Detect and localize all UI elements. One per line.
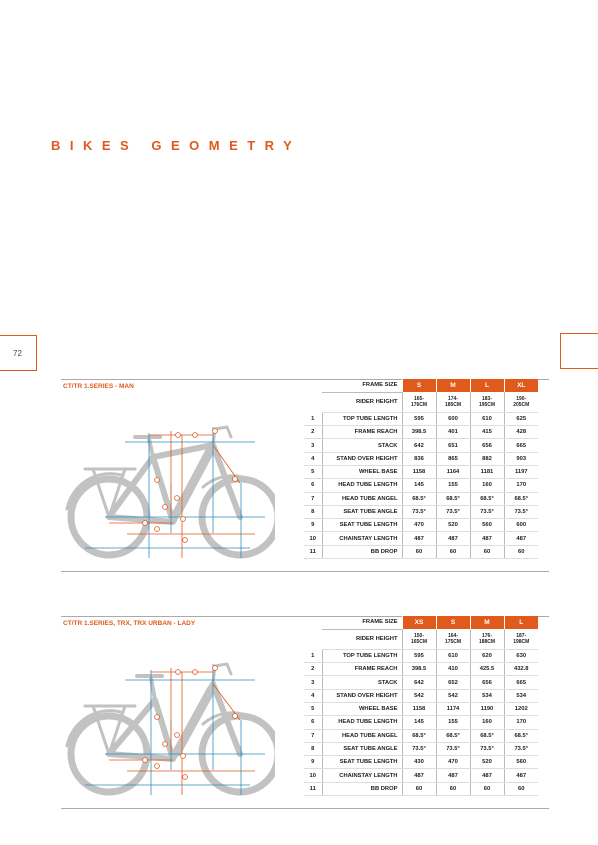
measurement-label: SEAT TUBE ANGLE bbox=[322, 742, 402, 755]
measure-blue-lines bbox=[85, 664, 265, 795]
measurement-value: 401 bbox=[436, 426, 470, 439]
row-number: 1 bbox=[304, 649, 322, 662]
measurement-value: 487 bbox=[436, 769, 470, 782]
measurement-value: 1164 bbox=[436, 465, 470, 478]
measurement-value: 425.5 bbox=[470, 663, 504, 676]
measurement-value: 68.5° bbox=[504, 729, 538, 742]
measurement-value: 487 bbox=[470, 532, 504, 545]
measurement-label: SEAT TUBE LENGTH bbox=[322, 756, 402, 769]
measurement-value: 1190 bbox=[470, 702, 504, 715]
measurement-value: 630 bbox=[504, 649, 538, 662]
measurement-value: 1197 bbox=[504, 465, 538, 478]
measurement-value: 398.5 bbox=[402, 426, 436, 439]
measurement-label: STACK bbox=[322, 439, 402, 452]
table-row bbox=[304, 412, 538, 425]
rider-height-value: 187- 198CM bbox=[504, 629, 538, 649]
table-row bbox=[304, 426, 538, 439]
measurement-lines bbox=[85, 664, 265, 795]
measurement-label: HEAD TUBE ANGEL bbox=[322, 492, 402, 505]
table-row bbox=[304, 769, 538, 782]
measurement-value: 60 bbox=[470, 545, 504, 558]
row-number: 11 bbox=[304, 782, 322, 795]
measurement-value: 487 bbox=[504, 532, 538, 545]
geometry-table bbox=[304, 616, 538, 796]
measurement-value: 68.5° bbox=[504, 492, 538, 505]
size-header: L bbox=[470, 379, 504, 392]
measurement-value: 600 bbox=[504, 519, 538, 532]
measurement-value: 595 bbox=[402, 412, 436, 425]
table-row bbox=[304, 479, 538, 492]
series-title: CT/TR 1.SERIES - MAN bbox=[63, 383, 134, 390]
measurement-value: 60 bbox=[436, 545, 470, 558]
rider-height-label: RIDER HEIGHT bbox=[322, 629, 402, 649]
table-row bbox=[304, 492, 538, 505]
measurement-value: 73.5° bbox=[470, 742, 504, 755]
table-row bbox=[304, 649, 538, 662]
measurement-value: 73.5° bbox=[504, 505, 538, 518]
measurement-value: 903 bbox=[504, 452, 538, 465]
rider-height-value: 183- 195CM bbox=[470, 392, 504, 412]
measurement-value: 534 bbox=[504, 689, 538, 702]
size-header: XS bbox=[402, 616, 436, 629]
rider-height-value: 176- 188CM bbox=[470, 629, 504, 649]
measurement-value: 73.5° bbox=[504, 742, 538, 755]
frame-size-label: FRAME SIZE bbox=[322, 379, 402, 392]
measurement-value: 160 bbox=[470, 716, 504, 729]
table-row bbox=[304, 689, 538, 702]
row-number: 10 bbox=[304, 532, 322, 545]
seatpost-saddle bbox=[137, 676, 162, 700]
table-row bbox=[304, 742, 538, 755]
measurement-value: 610 bbox=[470, 412, 504, 425]
row-number: 9 bbox=[304, 756, 322, 769]
table-row bbox=[304, 452, 538, 465]
measurement-value: 1181 bbox=[470, 465, 504, 478]
measurement-label: WHEEL BASE bbox=[322, 465, 402, 478]
measurement-value: 487 bbox=[402, 532, 436, 545]
measurement-value: 415 bbox=[470, 426, 504, 439]
measurement-value: 882 bbox=[470, 452, 504, 465]
measurement-value: 155 bbox=[436, 716, 470, 729]
row-number: 8 bbox=[304, 742, 322, 755]
table-row bbox=[304, 439, 538, 452]
frame-size-row bbox=[304, 616, 538, 629]
row-number: 3 bbox=[304, 439, 322, 452]
row-number: 1 bbox=[304, 412, 322, 425]
rider-height-row bbox=[304, 629, 538, 649]
size-header: XL bbox=[504, 379, 538, 392]
table-row bbox=[304, 465, 538, 478]
rider-height-value: 174- 185CM bbox=[436, 392, 470, 412]
measurement-value: 1158 bbox=[402, 465, 436, 478]
measurement-value: 1174 bbox=[436, 702, 470, 715]
rider-height-value: 164- 175CM bbox=[436, 629, 470, 649]
size-header: S bbox=[436, 616, 470, 629]
measurement-value: 428 bbox=[504, 426, 538, 439]
measurement-value: 652 bbox=[436, 676, 470, 689]
table-row bbox=[304, 545, 538, 558]
measurement-value: 73.5° bbox=[402, 742, 436, 755]
measurement-value: 1202 bbox=[504, 702, 538, 715]
measurement-value: 68.5° bbox=[470, 729, 504, 742]
measurement-value: 642 bbox=[402, 676, 436, 689]
measurement-label: SEAT TUBE LENGTH bbox=[322, 519, 402, 532]
measurement-value: 665 bbox=[504, 439, 538, 452]
rider-height-row bbox=[304, 392, 538, 412]
measurement-value: 432.8 bbox=[504, 663, 538, 676]
measurement-value: 542 bbox=[436, 689, 470, 702]
series-title: CT/TR 1.SERIES, TRX, TRX URBAN - LADY bbox=[63, 620, 196, 627]
measurement-value: 60 bbox=[504, 782, 538, 795]
measurement-value: 836 bbox=[402, 452, 436, 465]
measurement-value: 620 bbox=[470, 649, 504, 662]
measurement-value: 487 bbox=[504, 769, 538, 782]
measurement-label: HEAD TUBE LENGTH bbox=[322, 716, 402, 729]
table-row bbox=[304, 716, 538, 729]
geometry-section-man bbox=[61, 379, 549, 574]
rider-height-value: 165- 176CM bbox=[402, 392, 436, 412]
measurement-value: 1158 bbox=[402, 702, 436, 715]
measurement-label: TOP TUBE LENGTH bbox=[322, 412, 402, 425]
size-header: M bbox=[470, 616, 504, 629]
table-row bbox=[304, 782, 538, 795]
table-row bbox=[304, 532, 538, 545]
row-number: 10 bbox=[304, 769, 322, 782]
row-number: 9 bbox=[304, 519, 322, 532]
measurement-label: CHAINSTAY LENGTH bbox=[322, 769, 402, 782]
measurement-value: 542 bbox=[402, 689, 436, 702]
measurement-label: FRAME REACH bbox=[322, 663, 402, 676]
table-row bbox=[304, 729, 538, 742]
row-number: 2 bbox=[304, 426, 322, 439]
measurement-value: 487 bbox=[436, 532, 470, 545]
measurement-label: TOP TUBE LENGTH bbox=[322, 649, 402, 662]
page-title: BIKES GEOMETRY bbox=[51, 138, 302, 153]
table-row bbox=[304, 676, 538, 689]
bike-geometry-illustration bbox=[65, 423, 275, 563]
measurement-value: 68.5° bbox=[436, 492, 470, 505]
size-header: L bbox=[504, 616, 538, 629]
measurement-value: 656 bbox=[470, 439, 504, 452]
measurement-value: 520 bbox=[470, 756, 504, 769]
measurement-value: 520 bbox=[436, 519, 470, 532]
measure-blue-lines bbox=[85, 427, 265, 558]
row-number: 7 bbox=[304, 729, 322, 742]
measurement-label: SEAT TUBE ANGLE bbox=[322, 505, 402, 518]
measurement-label: FRAME REACH bbox=[322, 426, 402, 439]
measurement-label: HEAD TUBE ANGEL bbox=[322, 729, 402, 742]
measurement-value: 73.5° bbox=[402, 505, 436, 518]
measurement-value: 625 bbox=[504, 412, 538, 425]
table-row bbox=[304, 663, 538, 676]
measurement-value: 145 bbox=[402, 716, 436, 729]
side-tab-box bbox=[560, 333, 598, 369]
measurement-value: 68.5° bbox=[470, 492, 504, 505]
measurement-label: STACK bbox=[322, 676, 402, 689]
measurement-value: 560 bbox=[470, 519, 504, 532]
table-row bbox=[304, 756, 538, 769]
measurement-value: 60 bbox=[402, 545, 436, 558]
measurement-value: 398.5 bbox=[402, 663, 436, 676]
measurement-value: 487 bbox=[470, 769, 504, 782]
row-number: 6 bbox=[304, 479, 322, 492]
row-number: 5 bbox=[304, 702, 322, 715]
frame-size-label: FRAME SIZE bbox=[322, 616, 402, 629]
measurement-value: 560 bbox=[504, 756, 538, 769]
measurement-label: BB DROP bbox=[322, 782, 402, 795]
measurement-value: 642 bbox=[402, 439, 436, 452]
row-number: 8 bbox=[304, 505, 322, 518]
row-number: 4 bbox=[304, 689, 322, 702]
measurement-label: BB DROP bbox=[322, 545, 402, 558]
geometry-section-lady bbox=[61, 616, 549, 811]
page-number: 72 bbox=[13, 349, 22, 358]
footer-rule bbox=[61, 808, 549, 809]
row-number: 2 bbox=[304, 663, 322, 676]
frame-size-row bbox=[304, 379, 538, 392]
measurement-value: 470 bbox=[402, 519, 436, 532]
bike-geometry-illustration bbox=[65, 660, 275, 800]
measurement-value: 73.5° bbox=[470, 505, 504, 518]
footer-rule bbox=[61, 571, 549, 572]
measurement-value: 170 bbox=[504, 479, 538, 492]
size-header: S bbox=[402, 379, 436, 392]
row-number: 5 bbox=[304, 465, 322, 478]
row-number: 3 bbox=[304, 676, 322, 689]
row-number: 6 bbox=[304, 716, 322, 729]
measurement-value: 160 bbox=[470, 479, 504, 492]
geometry-table bbox=[304, 379, 538, 559]
measurement-label: HEAD TUBE LENGTH bbox=[322, 479, 402, 492]
row-number: 4 bbox=[304, 452, 322, 465]
measurement-value: 656 bbox=[470, 676, 504, 689]
measurement-value: 68.5° bbox=[402, 492, 436, 505]
measurement-value: 68.5° bbox=[436, 729, 470, 742]
table-row bbox=[304, 505, 538, 518]
measurement-rows bbox=[304, 412, 538, 558]
measurement-label: STAND OVER HEIGHT bbox=[322, 689, 402, 702]
measurement-value: 170 bbox=[504, 716, 538, 729]
measurement-rows bbox=[304, 649, 538, 795]
measurement-value: 145 bbox=[402, 479, 436, 492]
measurement-value: 155 bbox=[436, 479, 470, 492]
measurement-value: 610 bbox=[436, 649, 470, 662]
measurement-value: 430 bbox=[402, 756, 436, 769]
measurement-value: 60 bbox=[470, 782, 504, 795]
rider-height-label: RIDER HEIGHT bbox=[322, 392, 402, 412]
measurement-value: 595 bbox=[402, 649, 436, 662]
measurement-value: 410 bbox=[436, 663, 470, 676]
measurement-value: 73.5° bbox=[436, 505, 470, 518]
rider-height-value: 190- 205CM bbox=[504, 392, 538, 412]
measurement-value: 600 bbox=[436, 412, 470, 425]
measurement-lines bbox=[85, 427, 265, 558]
measurement-label: CHAINSTAY LENGTH bbox=[322, 532, 402, 545]
measurement-label: STAND OVER HEIGHT bbox=[322, 452, 402, 465]
measurement-value: 534 bbox=[470, 689, 504, 702]
measurement-value: 68.5° bbox=[402, 729, 436, 742]
measurement-value: 60 bbox=[504, 545, 538, 558]
measurement-value: 73.5° bbox=[436, 742, 470, 755]
row-number: 7 bbox=[304, 492, 322, 505]
measurement-value: 470 bbox=[436, 756, 470, 769]
measurement-value: 665 bbox=[504, 676, 538, 689]
rider-height-value: 150- 165CM bbox=[402, 629, 436, 649]
measurement-value: 651 bbox=[436, 439, 470, 452]
measurement-value: 60 bbox=[402, 782, 436, 795]
size-header: M bbox=[436, 379, 470, 392]
table-row bbox=[304, 702, 538, 715]
row-number: 11 bbox=[304, 545, 322, 558]
table-row bbox=[304, 519, 538, 532]
measurement-value: 865 bbox=[436, 452, 470, 465]
measurement-value: 487 bbox=[402, 769, 436, 782]
measurement-value: 60 bbox=[436, 782, 470, 795]
measurement-label: WHEEL BASE bbox=[322, 702, 402, 715]
